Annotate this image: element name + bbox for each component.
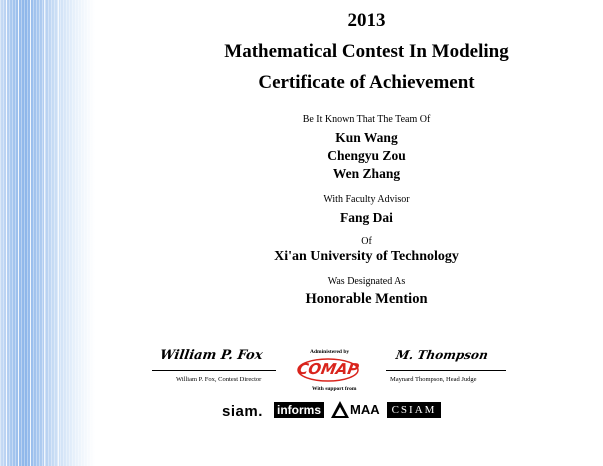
support-label: With support from: [312, 386, 357, 392]
director-caption: William P. Fox, Contest Director: [176, 376, 262, 383]
award-designation: Honorable Mention: [305, 291, 428, 307]
certificate-title: Certificate of Achievement: [258, 72, 475, 93]
maa-emblem-icon: [330, 400, 350, 420]
team-member: Wen Zhang: [332, 166, 401, 181]
team-member: Chengyu Zou: [327, 148, 406, 163]
informs-logo: [274, 400, 324, 420]
designation-intro: Was Designated As: [327, 276, 406, 287]
administered-by-label: Administered by: [310, 349, 350, 355]
decorative-border: [0, 0, 140, 466]
team-intro: Be It Known That The Team Of: [302, 114, 431, 125]
csiam-logo-text: CSIAM: [391, 404, 437, 416]
advisor-intro: With Faculty Advisor: [323, 194, 410, 205]
csiam-logo: [387, 402, 441, 418]
maa-logo: [330, 400, 382, 422]
director-signature: William P. Fox: [158, 348, 264, 363]
institution-name: Xi'an University of Technology: [274, 249, 459, 264]
signature-line: [386, 370, 506, 371]
informs-logo-text: informs: [276, 403, 321, 417]
of-label: Of: [361, 236, 372, 247]
contest-title: Mathematical Contest In Modeling: [224, 41, 509, 62]
siam-logo: siam.: [222, 403, 263, 420]
judge-caption: Maynard Thompson, Head Judge: [390, 376, 477, 383]
certificate-year: 2013: [347, 10, 386, 31]
team-member: Kun Wang: [335, 130, 398, 145]
faculty-advisor: Fang Dai: [340, 210, 393, 225]
comap-logo: [296, 356, 360, 384]
maa-logo-text: MAA: [350, 402, 380, 417]
signature-line: [152, 370, 276, 371]
judge-signature: M. Thompson: [394, 348, 490, 362]
comap-logo-text: COMAP: [295, 360, 361, 378]
